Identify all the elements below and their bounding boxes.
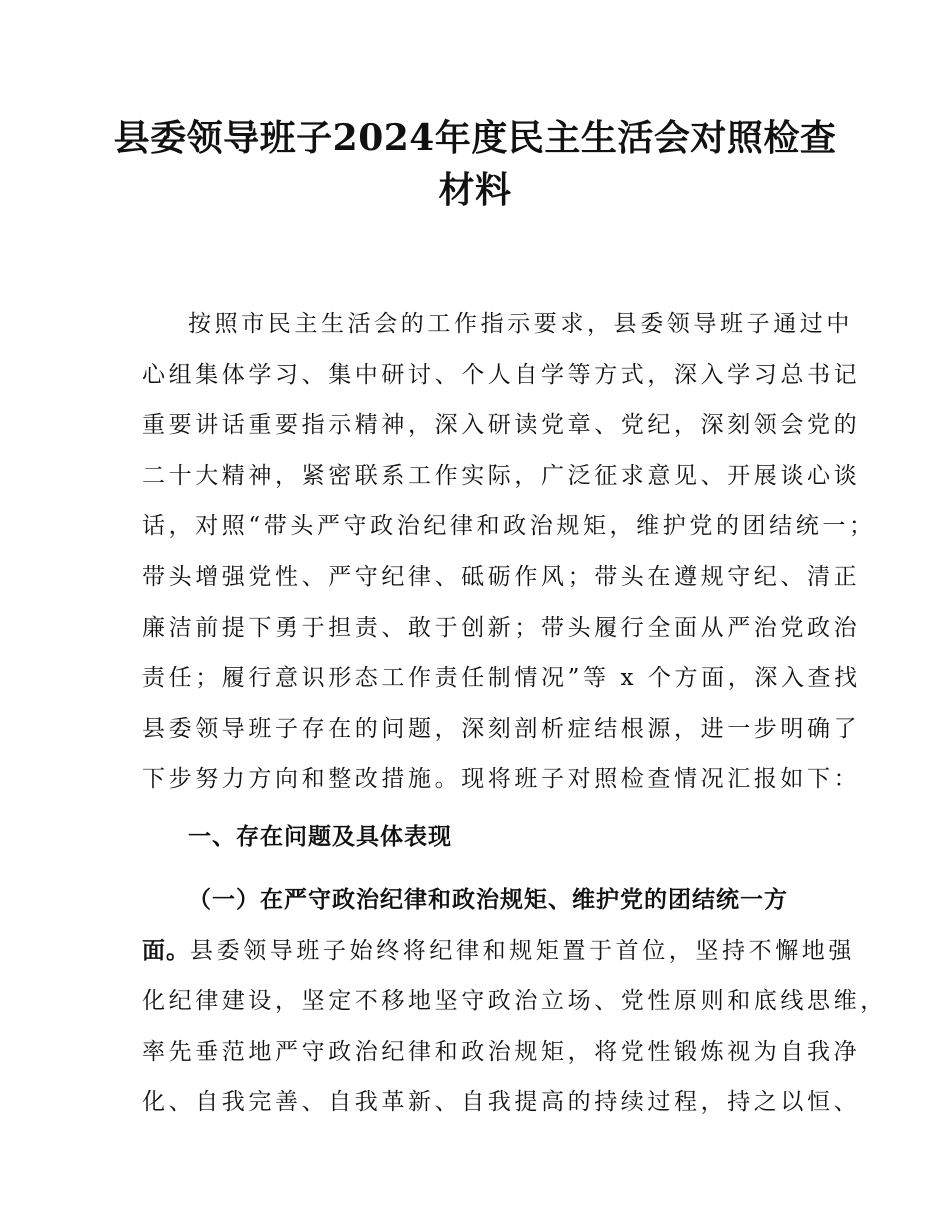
intro-paragraph: [142, 299, 876, 805]
paragraph-line: 带头增强党性、严守纪律、砥砺作风；带头在遵规守纪、清正: [142, 563, 861, 590]
subsection-heading-1: （一）在严守政治纪律和政治规矩、维护党的团结统一方: [188, 887, 788, 913]
paragraph-line: [142, 875, 822, 926]
paragraph-line: 按照市民主生活会的工作指示要求，县委领导班子通过中: [188, 311, 853, 337]
subsection-body-start: 县委领导班子始终将纪律和规矩置于首位，坚持不懈地强: [190, 937, 855, 964]
document-title-line-2: 材料: [438, 169, 512, 211]
subsection-heading-1-tail: 面。: [142, 937, 190, 964]
paragraph-line: 廉洁前提下勇于担责、敢于创新；带头履行全面从严治党政治: [142, 614, 861, 641]
paragraph-line: 化、自我完善、自我革新、自我提高的持续过程，持之以恒、: [142, 1089, 861, 1116]
paragraph-line: 话，对照“带头严守政治纪律和政治规矩，维护党的团结统一；: [142, 513, 876, 540]
document-title: [110, 112, 840, 216]
paragraph-line: 率先垂范地严守政治纪律和政治规矩，将党性锻炼视为自我净: [142, 1038, 861, 1065]
paragraph-line: 心组集体学习、集中研讨、个人自学等方式，深入学习总书记: [142, 361, 861, 388]
subsection-1-paragraph: [142, 875, 887, 1128]
paragraph-line: [142, 926, 855, 977]
paragraph-line: 重要讲话重要指示精神，深入研读党章、党纪，深刻领会党的: [142, 412, 861, 439]
paragraph-line: 下步努力方向和整改措施。现将班子对照检查情况汇报如下：: [142, 766, 861, 793]
paragraph-line: 县委领导班子存在的问题，深刻剖析症结根源，进一步明确了: [142, 715, 861, 742]
paragraph-line: 二十大精神，紧密联系工作实际，广泛征求意见、开展谈心谈: [142, 462, 861, 489]
document-title-line-1: 县委领导班子2024年度民主生活会对照检查: [113, 117, 837, 159]
section-heading-1: 一、存在问题及具体表现: [188, 824, 452, 850]
paragraph-line: 责任；履行意识形态工作责任制情况”等 x 个方面，深入查找: [142, 665, 861, 692]
paragraph-line: 化纪律建设，坚定不移地坚守政治立场、党性原则和底线思维，: [142, 988, 887, 1015]
